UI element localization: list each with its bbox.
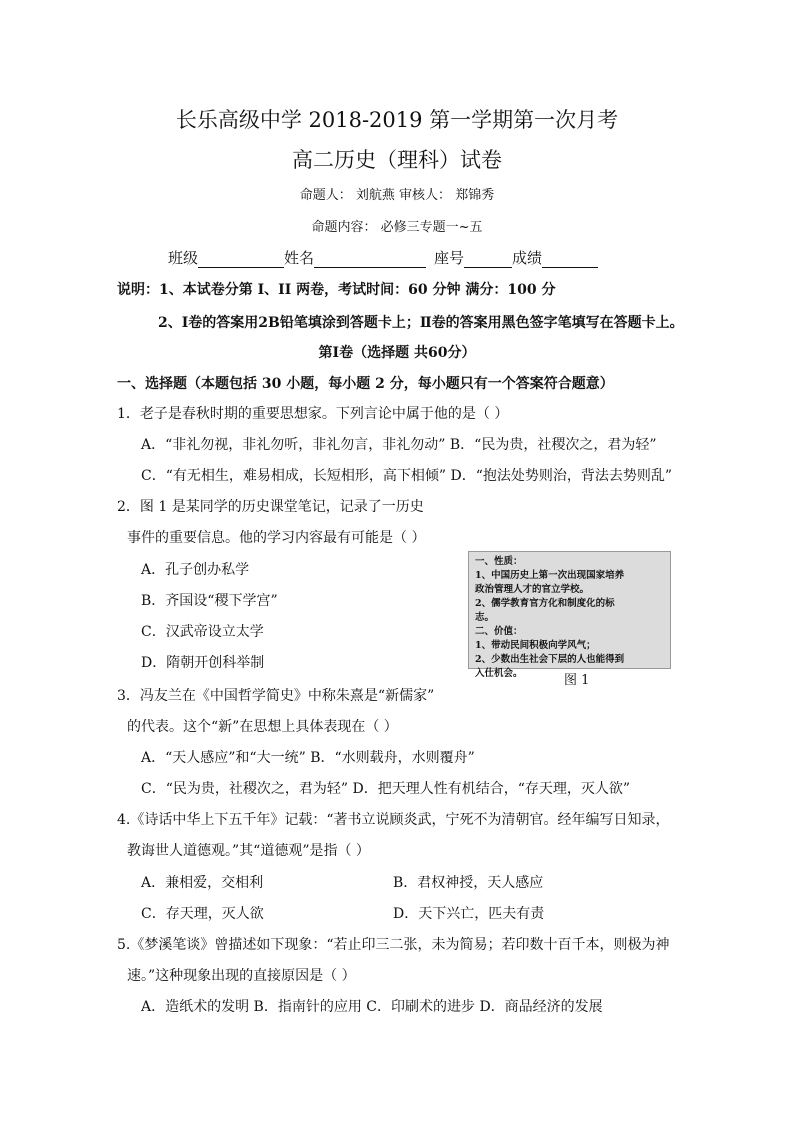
question-5-stem-line-1: 5.《梦溪笔谈》曾描述如下现象：“若止印三二张，未为简易；若印数十百千本，则极为神	[117, 937, 670, 953]
exam-authors: 命题人： 刘航燕 审核人： 郑锦秀	[299, 188, 495, 203]
question-5-stem-line-2: 速。”这种现象出现的直接原因是（ ）	[127, 968, 356, 984]
question-3-stem-line-1: 3．冯友兰在《中国哲学简史》中称朱熹是“新儒家”	[117, 688, 435, 704]
question-4-option-c: C．存天理，灭人欲	[141, 906, 264, 922]
seat-field[interactable]	[464, 251, 512, 268]
seat-label: 座号	[434, 249, 465, 267]
question-2-option-b: B．齐国设“稷下学宫”	[141, 593, 278, 609]
part-title: 第Ⅰ卷（选择题 共60分）	[318, 345, 476, 361]
figure-1-caption: 图 1	[564, 673, 590, 688]
exam-title: 长乐高级中学 2018-2019 第一学期第一次月考	[175, 108, 619, 132]
figure-line: 1、中国历史上第一次出现国家培养	[475, 570, 625, 581]
question-3-stem-line-2: 的代表。这个“新”在思想上具体表现在（ ）	[127, 719, 398, 735]
question-4-option-b: B．君权神授，天人感应	[393, 875, 544, 891]
score-label: 成绩	[512, 249, 543, 267]
instruction-line-2: 2、Ⅰ卷的答案用2B铅笔填涂到答题卡上；Ⅱ卷的答案用黑色签字笔填写在答题卡上。	[158, 315, 684, 331]
figure-line: 志。	[475, 612, 495, 623]
figure-line: 入仕机会。	[475, 668, 523, 679]
question-2-option-c: C．汉武帝设立太学	[141, 624, 264, 640]
class-label: 班级	[168, 249, 199, 267]
instruction-line-1: 说明：1、本试卷分第 I、II 两卷，考试时间：60 分钟 满分：100 分	[117, 282, 556, 298]
question-1-option-cd: C．“有无相生，难易相成，长短相形，高下相倾” D．“抱法处势则治，背法去势则乱”	[141, 468, 673, 484]
figure-line: 政治管理人才的官立学校。	[475, 584, 590, 595]
question-1-stem: 1．老子是春秋时期的重要思想家。下列言论中属于他的是（ ）	[117, 406, 509, 422]
student-info-row	[168, 248, 598, 268]
exam-subtitle: 高二历史（理科）试卷	[292, 148, 502, 172]
question-5-options: A．造纸术的发明 B．指南针的应用 C．印刷术的进步 D．商品经济的发展	[141, 999, 603, 1015]
question-2-stem-line-1: 2．图 1 是某同学的历史课堂笔记，记录了一历史	[117, 499, 424, 515]
question-1-option-ab: A．“非礼勿视，非礼勿听，非礼勿言，非礼勿动” B．“民为贵，社稷次之，君为轻”	[141, 437, 657, 453]
question-4-stem-line-1: 4.《诗话中华上下五千年》记载：“著书立说顾炎武，宁死不为清朝官。经年编写日知录，	[117, 812, 670, 828]
figure-line: 二、价值：	[475, 626, 523, 637]
question-3-option-ab: A．“天人感应”和“大一统” B．“水则载舟，水则覆舟”	[141, 750, 475, 766]
section-heading: 一、选择题（本题包括 30 小题，每小题 2 分，每小题只有一个答案符合题意）	[117, 376, 614, 392]
score-field[interactable]	[542, 251, 598, 268]
figure-line: 1、带动民间积极向学风气；	[475, 640, 596, 651]
name-label: 姓名	[284, 249, 315, 267]
question-2-option-d: D．隋朝开创科举制	[141, 655, 265, 671]
figure-line: 一、性质：	[475, 556, 523, 567]
question-4-option-a: A．兼相爱，交相利	[141, 875, 264, 891]
figure-line: 2、少数出生社会下层的人也能得到	[475, 654, 625, 665]
question-3-option-cd: C．“民为贵，社稷次之，君为轻” D．把天理人性有机结合，“存天理，灭人欲”	[141, 781, 631, 797]
question-2-option-a: A．孔子创办私学	[141, 562, 250, 578]
question-2-stem-line-2: 事件的重要信息。他的学习内容最有可能是（ ）	[127, 530, 426, 546]
question-4-stem-line-2: 教诲世人道德观。”其“道德观”是指（ ）	[127, 843, 370, 859]
figure-line: 2、儒学教育官方化和制度化的标	[475, 598, 615, 609]
class-field[interactable]	[198, 251, 284, 268]
figure-1-notes	[468, 551, 671, 679]
exam-content-scope: 命题内容： 必修三专题一~五	[311, 220, 483, 235]
name-field[interactable]	[314, 251, 426, 268]
question-4-option-d: D．天下兴亡，匹夫有责	[393, 906, 545, 922]
